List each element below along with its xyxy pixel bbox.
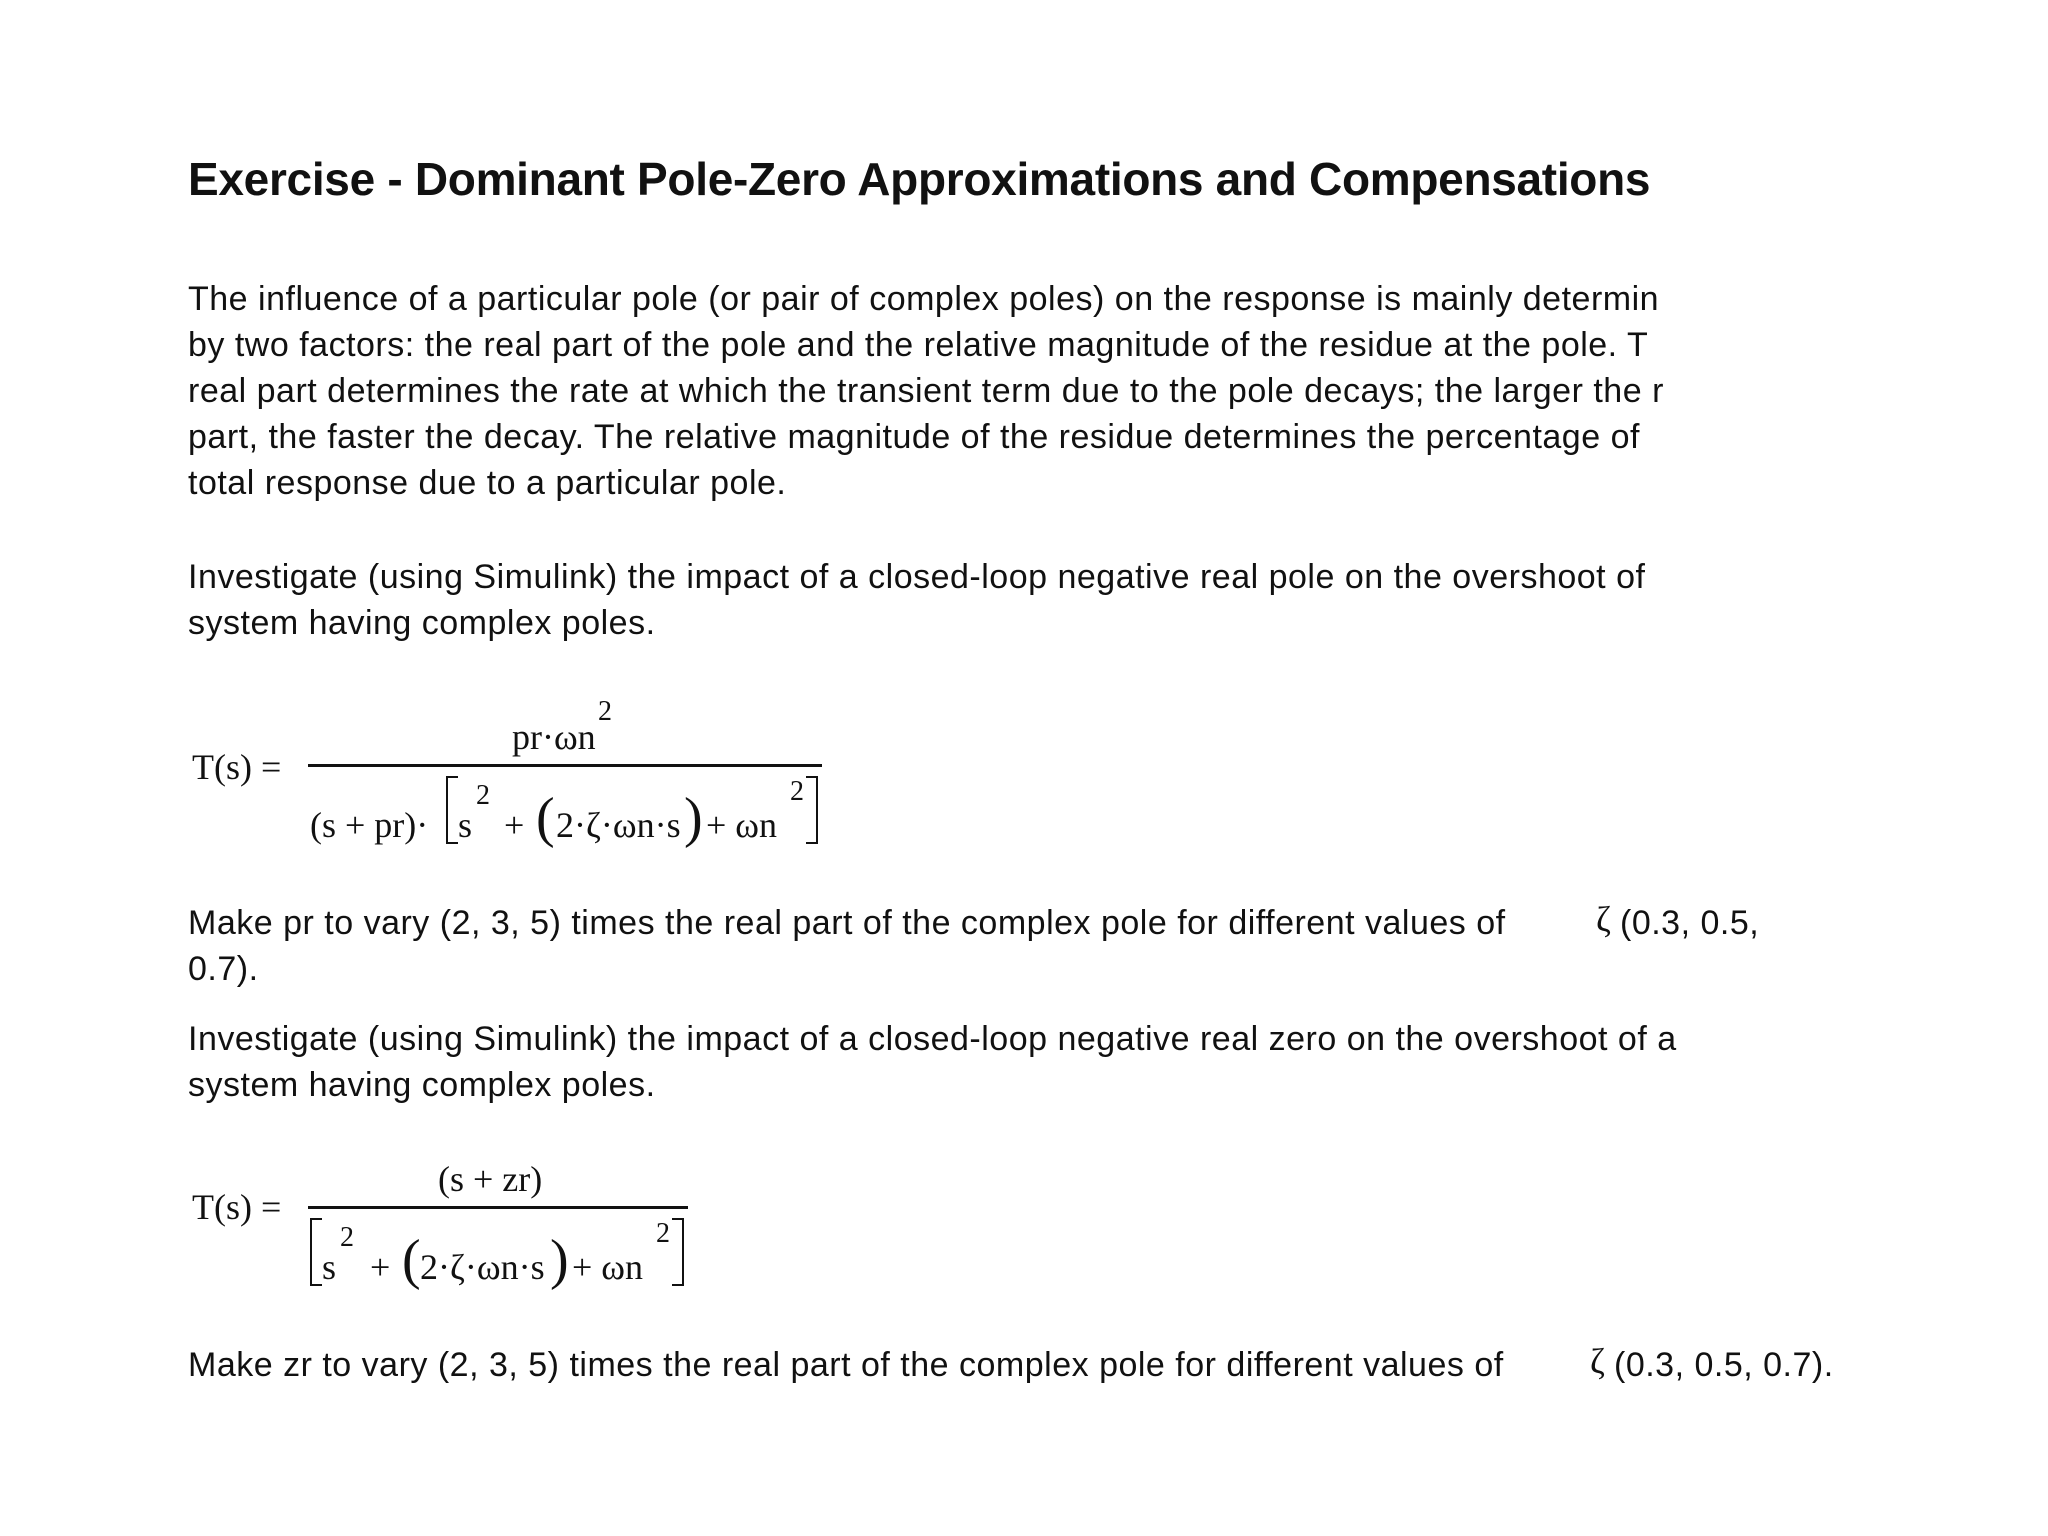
eq2-left-bracket: [310, 1218, 322, 1286]
pole-investigation-paragraph: [188, 554, 1908, 646]
intro-line-2: by two factors: the real part of the pole and the relative magnitude of the residue at the pole. T: [188, 326, 1649, 364]
pole-vary-zeta: ζ: [1596, 899, 1611, 939]
eq1-den-plus2: + ωn: [706, 805, 777, 845]
eq1-close-paren: ): [684, 787, 703, 849]
eq1-open-paren: (: [536, 787, 555, 849]
eq2-den-wn-exp: 2: [656, 1218, 670, 1249]
eq1-left-bracket: [446, 776, 458, 844]
eq2-right-bracket: [672, 1218, 684, 1286]
eq1-den-part1: (s + pr)·: [310, 805, 429, 845]
pole-vary-line-2: 0.7).: [188, 950, 259, 988]
eq1-den-inner: 2·ζ·ωn·s: [556, 805, 681, 845]
eq2-lhs: T(s) =: [192, 1187, 282, 1227]
eq1-numerator: pr·ωn: [512, 717, 596, 757]
zero-vary-values: (0.3, 0.5, 0.7).: [1614, 1346, 1834, 1384]
eq1-numerator-exp: 2: [598, 696, 612, 727]
pole-vary-line-1: Make pr to vary (2, 3, 5) times the real part of the complex pole for different values of: [188, 904, 1506, 942]
zero-investigation-line-2: system having complex poles.: [188, 1066, 656, 1104]
eq2-den-s-exp: 2: [340, 1222, 354, 1253]
pole-vary-values: (0.3, 0.5,: [1620, 904, 1760, 942]
intro-line-1: The influence of a particular pole (or pair of complex poles) on the response is mainly determin: [188, 280, 1660, 318]
pole-investigation-line-1: Investigate (using Simulink) the impact of a closed-loop negative real pole on the overshoot of: [188, 558, 1646, 596]
eq2-den-s: s: [322, 1247, 337, 1287]
eq1-den-wn-exp: 2: [790, 776, 804, 807]
eq1-den-s-exp: 2: [476, 780, 490, 811]
zero-investigation-paragraph: [188, 1016, 1908, 1108]
intro-line-5: total response due to a particular pole.: [188, 464, 787, 502]
zero-vary-line-1: Make zr to vary (2, 3, 5) times the real part of the complex pole for different values of: [188, 1346, 1504, 1384]
eq2-open-paren: (: [402, 1229, 421, 1291]
intro-line-4: part, the faster the decay. The relative magnitude of the residue determines the percentage of: [188, 418, 1640, 456]
pole-investigation-line-2: system having complex poles.: [188, 604, 656, 642]
eq2-fraction-bar: [308, 1206, 688, 1209]
intro-line-3: real part determines the rate at which the transient term due to the pole decays; the larger the r: [188, 372, 1664, 410]
exercise-title: Exercise - Dominant Pole-Zero Approximations and Compensations: [188, 153, 1651, 205]
intro-paragraph: [188, 276, 1908, 506]
eq1-lhs: T(s) =: [192, 747, 282, 787]
eq2-den-plus1: +: [370, 1247, 391, 1287]
eq2-numerator: (s + zr): [438, 1159, 543, 1199]
eq1-right-bracket: [806, 776, 818, 844]
eq1-den-s: s: [458, 805, 473, 845]
eq2-close-paren: ): [550, 1229, 569, 1291]
zero-vary-zeta: ζ: [1590, 1341, 1605, 1381]
eq2-den-inner: 2·ζ·ωn·s: [420, 1247, 545, 1287]
zero-investigation-line-1: Investigate (using Simulink) the impact of a closed-loop negative real zero on the overshoot of a: [188, 1020, 1677, 1058]
eq1-den-plus1: +: [504, 805, 525, 845]
eq2-den-plus2: + ωn: [572, 1247, 643, 1287]
eq1-fraction-bar: [308, 764, 822, 767]
